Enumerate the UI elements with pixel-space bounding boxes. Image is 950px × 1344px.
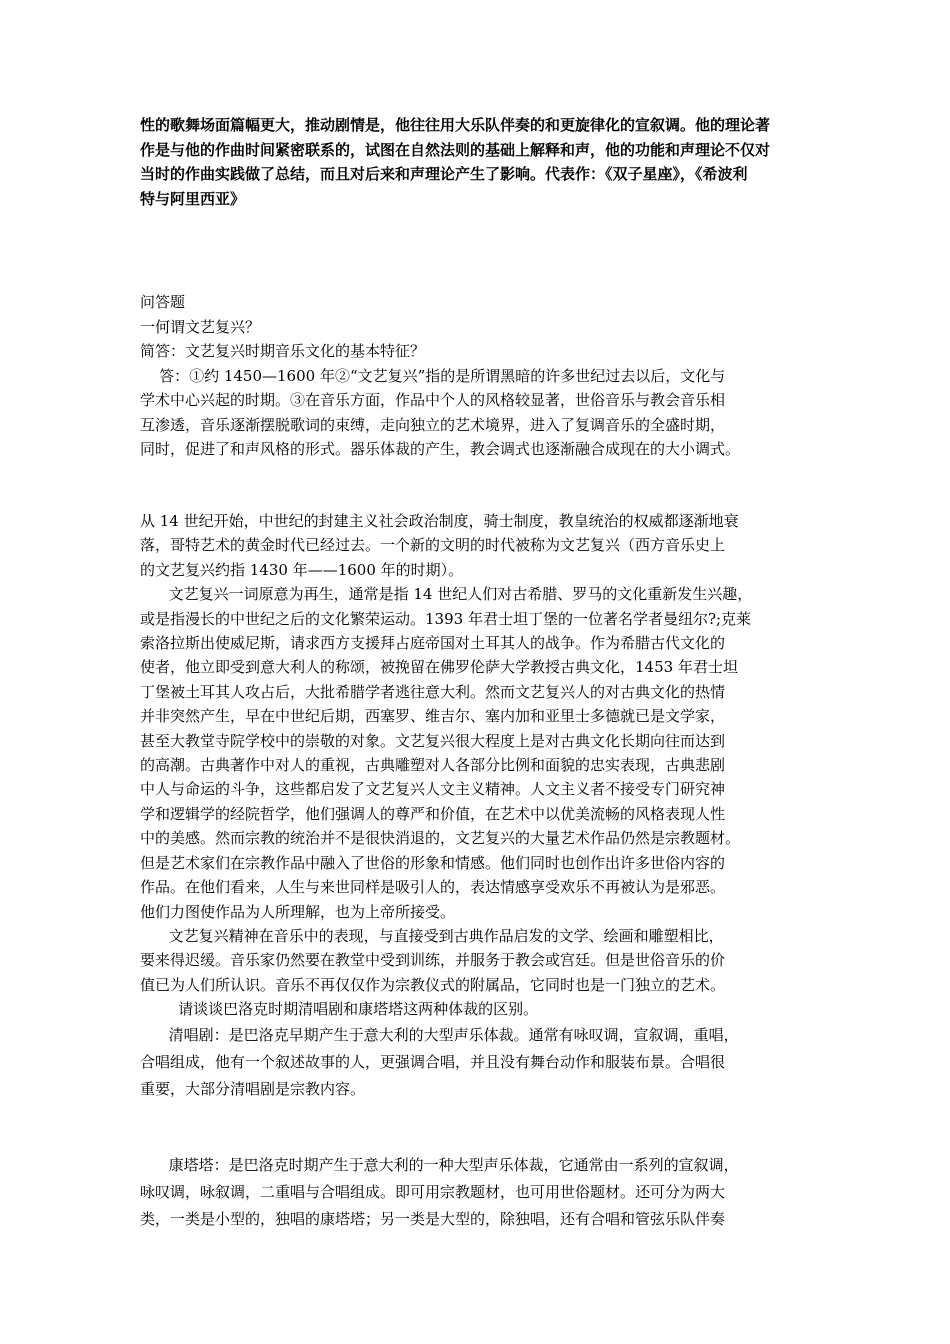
text-line: 作品。在他们看来，人生与来世同样是吸引人的，表达情感享受欢乐不再被认为是邪恶。: [140, 878, 726, 897]
text-line: 作是与他的作曲时间紧密联系的，试图在自然法则的基础上解释和声，他的功能和声理论不仅对: [140, 140, 771, 159]
text-line: 咏叹调，咏叙调，二重唱与合唱组成。即可用宗教题材，也可用世俗题材。还可分为两大: [140, 1183, 726, 1201]
text-line: 合唱组成，他有一个叙述故事的人，更强调合唱，并且没有舞台动作和服装布景。合唱很: [140, 1053, 726, 1071]
answer-line: 互渗透，音乐逐渐摆脱歌词的束缚，走向独立的艺术境界，进入了复调音乐的全盛时期，: [140, 415, 726, 434]
text-line: 从 14 世纪开始，中世纪的封建主义社会政治制度，骑士制度，教皇统治的权威都逐渐地衰: [140, 512, 739, 530]
text-line: 学和逻辑学的经院哲学，他们强调人的尊严和价值，在艺术中以优美流畅的风格表现人性: [140, 804, 726, 823]
text-line: 重要，大部分清唱剧是宗教内容。: [140, 1080, 366, 1098]
question-line: 简答：文艺复兴时期音乐文化的基本特征？: [140, 342, 426, 360]
text-line: 的文艺复兴约指 1430 年——1600 年的时期）。: [140, 560, 464, 579]
answer-line: 同时，促进了和声风格的形式。器乐体裁的产生，教会调式也逐渐融合成现在的大小调式。: [140, 440, 741, 458]
text-line: 康塔塔：是巴洛克时期产生于意大利的一种大型声乐体裁，它通常由一系列的宣叙调，: [140, 1156, 739, 1174]
cantata-paragraph: [140, 1152, 830, 1233]
text-line: 或是指漫长的中世纪之后的文化繁荣运动。1393 年君士坦丁堡的一位著名学者曼纽尔?;克莱: [140, 609, 752, 628]
answer-line: 答：①约 1450—1600 年②“文艺复兴”指的是所谓黑暗的许多世纪过去以后，文化与: [140, 366, 726, 385]
text-line: 中人与命运的斗争，这些都启发了文艺复兴人文主义精神。人文主义者不接受专门研究神: [140, 780, 726, 799]
text-line: 清唱剧：是巴洛克早期产生于意大利的大型声乐体裁。通常有咏叹调，宣叙调，重唱，: [140, 1026, 739, 1044]
text-line: 文艺复兴精神在音乐中的表现，与直接受到古典作品启发的文学、绘画和雕塑相比，: [140, 926, 724, 945]
text-line: 丁堡被土耳其人攻占后，大批希腊学者逃往意大利。然而文艺复兴人的对古典文化的热情: [140, 682, 726, 701]
intro-paragraph: [140, 113, 830, 211]
text-line: 甚至大教堂寺院学校中的崇敬的对象。文艺复兴很大程度上是对古典文化长期向往而达到: [140, 731, 726, 750]
text-line: 的高潮。古典著作中对人的重视，古典雕塑对人各部分比例和面貌的忠实表现，古典悲剧: [140, 756, 726, 775]
text-line: 当时的作曲实践做了总结，而且对后来和声理论产生了影响。代表作：《双子星座》，《希波利: [140, 165, 748, 183]
oratorio-paragraph: [140, 1022, 830, 1103]
text-line: 性的歌舞场面篇幅更大，推动剧情是，他往往用大乐队伴奏的和更旋律化的宣叙调。他的理论著: [140, 116, 771, 134]
renaissance-section: [140, 509, 830, 1022]
text-line: 索洛拉斯出使威尼斯，请求西方支援拜占庭帝国对土耳其人的战争。作为希腊古代文化的: [140, 634, 726, 653]
text-line: 要来得迟缓。音乐家仍然要在教堂中受到训练，并服务于教会或宫廷。但是世俗音乐的价: [140, 951, 726, 970]
text-line: 但是艺术家们在宗教作品中融入了世俗的形象和情感。他们同时也创作出许多世俗内容的: [140, 853, 726, 872]
text-line: 落，哥特艺术的黄金时代已经过去。一个新的文明的时代被称为文艺复兴（西方音乐史上: [140, 536, 726, 555]
text-line: 文艺复兴一词原意为再生，通常是指 14 世纪人们对古希腊、罗马的文化重新发生兴趣，: [140, 585, 753, 604]
text-line: 值已为人们所认识。音乐不再仅仅作为宗教仪式的附属品，它同时也是一门独立的艺术。: [140, 975, 726, 994]
text-line: 使者，他立即受到意大利人的称颂，被挽留在佛罗伦萨大学教授古典文化，1453 年君士坦: [140, 658, 738, 677]
question-line: 请谈谈巴洛克时期清唱剧和康塔塔这两种体裁的区别。: [140, 1000, 539, 1019]
qa-section: [140, 290, 830, 462]
text-line: 他们力图使作品为人所理解，也为上帝所接受。: [140, 902, 456, 921]
question-line: 一何谓文艺复兴？: [140, 317, 261, 336]
text-line: 类，一类是小型的，独唱的康塔塔；另一类是大型的，除独唱，还有合唱和管弦乐队伴奏: [140, 1210, 726, 1228]
section-heading: 问答题: [140, 293, 186, 311]
text-line: 特与阿里西亚》: [140, 189, 246, 208]
text-line: 中的美感。然而宗教的统治并不是很快消退的，文艺复兴的大量艺术作品仍然是宗教题材。: [140, 829, 741, 848]
text-line: 并非突然产生，早在中世纪后期，西塞罗、维吉尔、塞内加和亚里士多德就已是文学家，: [140, 707, 726, 726]
answer-line: 学术中心兴起的时期。③在音乐方面，作品中个人的风格较显著，世俗音乐与教会音乐相: [140, 391, 726, 409]
